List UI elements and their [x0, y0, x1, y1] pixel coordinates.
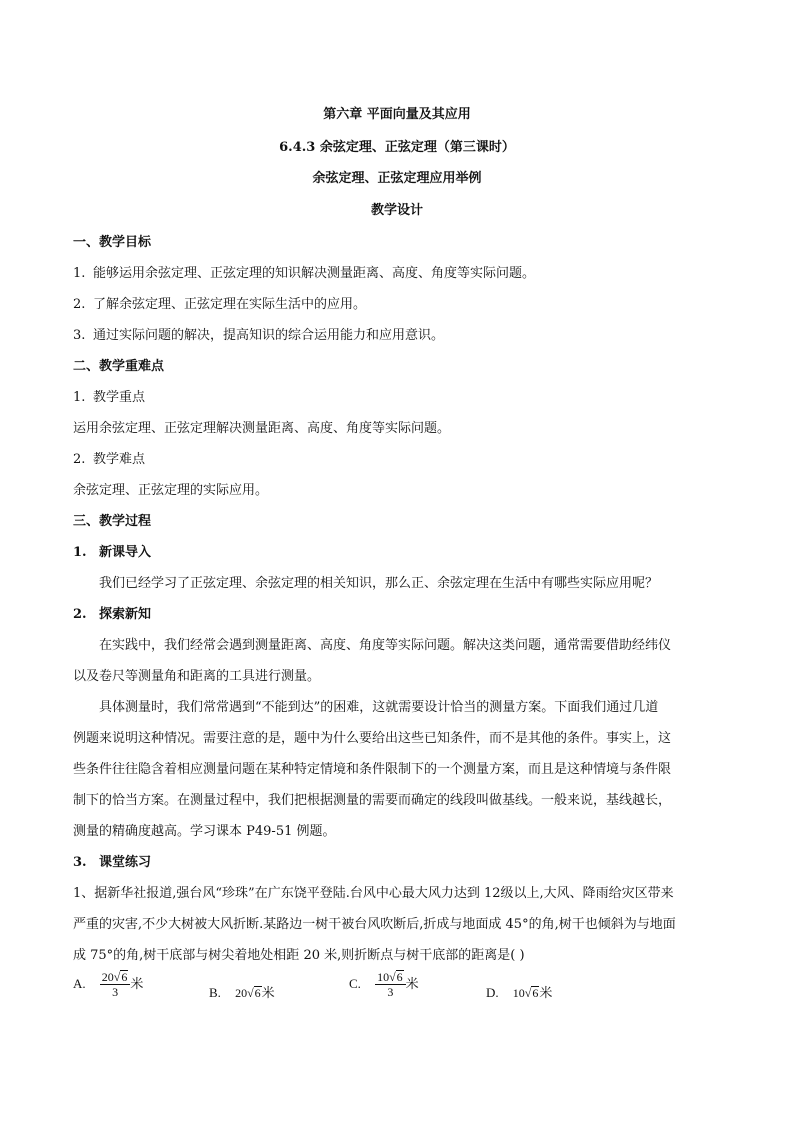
sqrt-icon: √: [113, 970, 121, 984]
option-d: [486, 982, 552, 1001]
question-line3: 成 75°的角,树干底部与树尖着地处相距 20 米,则折断点与树干底部的距离是( ): [73, 948, 525, 963]
goal-item-1: [73, 262, 535, 281]
option-denominator: 3: [112, 985, 119, 999]
section-1-title: 新课导入: [99, 545, 152, 560]
topic-title: 余弦定理、正弦定理应用举例: [312, 171, 482, 186]
option-radicand: 6: [121, 970, 128, 984]
goal-item-3: [73, 324, 444, 343]
section-1-heading: [73, 541, 151, 560]
option-denominator: 3: [387, 985, 394, 999]
option-unit: 米: [261, 986, 275, 1001]
goal-text: 能够运用余弦定理、正弦定理的知识解决测量距离、高度、角度等实际问题。: [93, 266, 536, 281]
section-3-heading: [73, 851, 151, 870]
option-a: [73, 970, 143, 999]
option-radicand: 6: [532, 986, 539, 1000]
option-label: B.: [209, 985, 221, 1000]
section-2-p2-line3: 些条件往往隐含着相应测量问题在某种特定情境和条件限制下的一个测量方案，而且是这种情境与条件限: [73, 762, 672, 777]
goal-item-2: [73, 293, 366, 312]
section-2-title: 探索新知: [99, 607, 152, 622]
option-c: [349, 970, 419, 999]
chapter-title: 第六章 平面向量及其应用: [323, 107, 471, 122]
difficulty-num: 2.: [73, 452, 86, 467]
doc-type-title: 教学设计: [370, 203, 423, 218]
focus-label: [73, 386, 145, 405]
section-2-p2-line4: 制下的恰当方案。在测量过程中，我们把根据测量的需要而确定的线段叫做基线。一般来说，基线越长，: [73, 793, 672, 808]
option-label: C.: [349, 976, 361, 991]
section-2-p1-line1: 在实践中，我们经常会遇到测量距离、高度、角度等实际问题。解决这类问题，通常需要借助经纬仪: [99, 638, 672, 653]
goal-num: 3.: [73, 328, 86, 343]
difficulty-label: [73, 448, 145, 467]
goal-text: 通过实际问题的解决，提高知识的综合运用能力和应用意识。: [93, 328, 445, 343]
focus-text: 运用余弦定理、正弦定理解决测量距离、高度、角度等实际问题。: [73, 421, 451, 436]
option-coef: 20: [101, 970, 114, 984]
section-3-title: 课堂练习: [99, 855, 152, 870]
option-radicand: 6: [254, 986, 261, 1000]
goal-num: 1.: [73, 266, 86, 281]
question-line2: 严重的灾害,不少大树被大风折断.某路边一树干被台风吹断后,折成与地面成 45°的角,树干也倾斜为与地面: [73, 917, 676, 932]
sqrt-icon: √: [389, 970, 396, 984]
option-fraction: [100, 970, 131, 999]
section-2-heading: [73, 603, 151, 622]
section-title: 6.4.3 余弦定理、正弦定理（第三课时）: [279, 140, 515, 155]
option-fraction: [375, 970, 406, 999]
option-coef: 20: [235, 986, 248, 1000]
section-1-text: 我们已经学习了正弦定理、余弦定理的相关知识，那么正、余弦定理在生活中有哪些实际应用呢？: [99, 576, 659, 591]
sqrt-icon: √: [247, 986, 254, 1000]
sqrt-icon: √: [524, 986, 532, 1000]
section-3-num: 3.: [73, 855, 87, 870]
goal-num: 2.: [73, 297, 86, 312]
option-coef: 10: [377, 970, 390, 984]
option-coef: 10: [512, 986, 525, 1000]
option-b: [209, 982, 275, 1001]
section-2-p2-line5: 测量的精确度越高。学习课本 P49-51 例题。: [73, 824, 336, 839]
section-2-p1-line2: 以及卷尺等测量角和距离的工具进行测量。: [73, 669, 321, 684]
process-heading: 三、教学过程: [73, 514, 152, 529]
section-2-p2-line1: 具体测量时，我们常常遇到“不能到达”的困难，这就需要设计恰当的测量方案。下面我们通过几道: [99, 700, 659, 715]
focus-num: 1.: [73, 390, 86, 405]
section-2-p2-line2: 例题来说明这种情况。需要注意的是，题中为什么要给出这些已知条件，而不是其他的条件。事实上，这: [73, 731, 672, 746]
section-1-num: 1.: [73, 545, 87, 560]
option-label: D.: [486, 985, 499, 1000]
difficulty-text: 余弦定理、正弦定理的实际应用。: [73, 483, 269, 498]
option-unit: 米: [405, 977, 419, 992]
option-label: A.: [73, 976, 86, 991]
difficulty-label-text: 教学难点: [93, 452, 146, 467]
option-unit: 米: [130, 977, 144, 992]
key-points-heading: 二、教学重难点: [73, 359, 165, 374]
goal-text: 了解余弦定理、正弦定理在实际生活中的应用。: [93, 297, 367, 312]
section-2-num: 2.: [73, 607, 87, 622]
focus-label-text: 教学重点: [93, 390, 146, 405]
question-line1: 1、据新华社报道,强台风“珍珠”在广东饶平登陆.台风中心最大风力达到 12级以上,大风、降雨给灾区带来: [73, 886, 674, 901]
goals-heading: 一、教学目标: [73, 235, 152, 250]
option-unit: 米: [539, 986, 553, 1001]
option-radicand: 6: [396, 970, 403, 984]
